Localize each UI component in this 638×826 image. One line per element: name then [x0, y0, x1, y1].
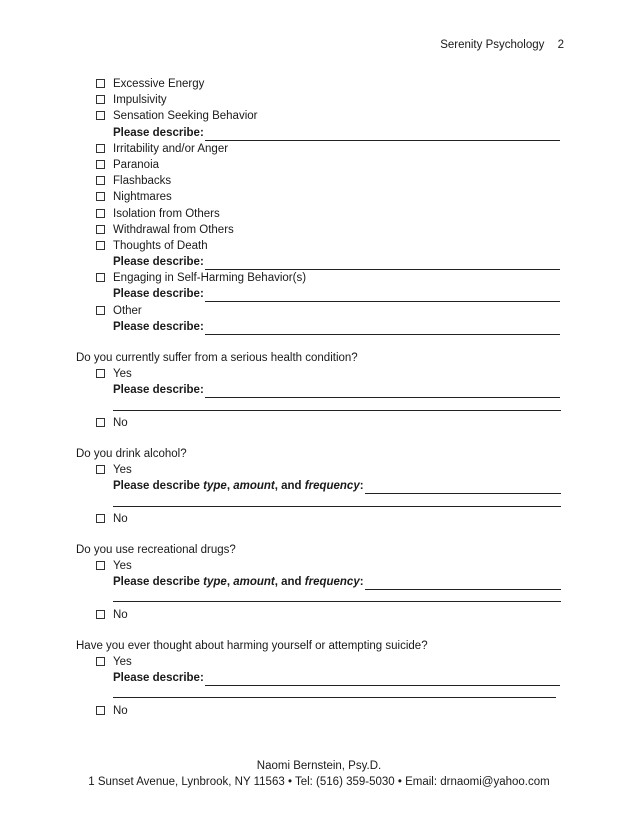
describe-continuation — [0, 495, 638, 511]
checkbox[interactable] — [96, 95, 105, 104]
question-text: Do you drink alcohol? — [76, 447, 187, 460]
option-yes — [0, 462, 638, 478]
describe-line[interactable] — [113, 506, 561, 507]
checkbox[interactable] — [96, 111, 105, 120]
checkbox[interactable] — [96, 176, 105, 185]
option-no — [0, 703, 638, 719]
checkbox[interactable] — [96, 418, 105, 427]
symptom-item — [0, 270, 638, 286]
symptom-label: Isolation from Others — [113, 207, 220, 220]
symptom-item — [0, 303, 638, 319]
option-yes — [0, 366, 638, 382]
symptom-label: Thoughts of Death — [113, 239, 208, 252]
question-self-harm — [0, 638, 638, 654]
describe-row — [0, 382, 638, 398]
page-number: 2 — [557, 39, 564, 51]
question-text: Have you ever thought about harming yourself or attempting suicide? — [76, 639, 428, 652]
checkbox[interactable] — [96, 306, 105, 315]
symptom-item — [0, 157, 638, 173]
option-label: Yes — [113, 656, 132, 668]
option-label: Yes — [113, 368, 132, 381]
footer-address: 1 Sunset Avenue, Lynbrook, NY 11563 • Tel: (516) 359-5030 • Email: drnaomi@yahoo.com — [88, 776, 550, 788]
describe-continuation — [0, 590, 638, 606]
checkbox[interactable] — [96, 79, 105, 88]
question-health — [0, 350, 638, 366]
option-yes — [0, 558, 638, 574]
question-alcohol — [0, 446, 638, 462]
symptom-item — [0, 92, 638, 108]
page-header — [440, 39, 564, 51]
describe-label: Please describe: — [113, 288, 204, 301]
symptom-label: Other — [113, 304, 142, 317]
option-no — [0, 607, 638, 623]
describe-line[interactable] — [113, 601, 561, 602]
footer-name: Naomi Bernstein, Psy.D. — [256, 760, 382, 772]
describe-row — [0, 319, 638, 335]
symptom-item — [0, 222, 638, 238]
describe-continuation — [0, 399, 638, 415]
describe-field[interactable] — [365, 481, 561, 494]
describe-field[interactable] — [205, 322, 560, 335]
checkbox[interactable] — [96, 514, 105, 523]
option-label: No — [113, 608, 128, 621]
checkbox[interactable] — [96, 657, 105, 666]
checkbox[interactable] — [96, 369, 105, 378]
describe-row — [0, 478, 638, 494]
checkbox[interactable] — [96, 706, 105, 715]
option-label: No — [113, 512, 128, 525]
describe-label: Please describe: — [113, 256, 204, 269]
checkbox[interactable] — [96, 610, 105, 619]
option-label: No — [113, 416, 128, 429]
describe-label: Please describe type, amount, and frequency: — [113, 480, 364, 493]
checkbox[interactable] — [96, 465, 105, 474]
option-label: No — [113, 704, 128, 717]
option-label: Yes — [113, 464, 132, 477]
describe-row — [0, 286, 638, 302]
symptom-label: Excessive Energy — [113, 78, 205, 90]
practice-name: Serenity Psychology — [440, 39, 545, 51]
checkbox[interactable] — [96, 241, 105, 250]
describe-label: Please describe: — [113, 320, 204, 333]
option-no — [0, 511, 638, 527]
symptom-item — [0, 189, 638, 205]
symptom-label: Irritability and/or Anger — [113, 142, 229, 155]
checkbox[interactable] — [96, 144, 105, 153]
describe-field[interactable] — [365, 577, 561, 590]
checkbox[interactable] — [96, 273, 105, 282]
symptom-label: Flashbacks — [113, 175, 172, 188]
symptom-label: Paranoia — [113, 158, 160, 171]
checkbox[interactable] — [96, 192, 105, 201]
option-no — [0, 415, 638, 431]
symptom-item — [0, 76, 638, 92]
describe-field[interactable] — [205, 385, 560, 398]
describe-continuation — [0, 686, 638, 702]
symptom-label: Impulsivity — [113, 94, 167, 107]
describe-line[interactable] — [113, 697, 556, 698]
describe-field[interactable] — [205, 128, 560, 141]
symptom-item — [0, 173, 638, 189]
option-label: Yes — [113, 560, 132, 573]
checkbox[interactable] — [96, 209, 105, 218]
describe-field[interactable] — [205, 289, 560, 302]
option-yes — [0, 654, 638, 670]
describe-row — [0, 574, 638, 590]
describe-label: Please describe type, amount, and frequency: — [113, 576, 364, 589]
symptom-item — [0, 238, 638, 254]
describe-field[interactable] — [205, 257, 560, 270]
describe-field[interactable] — [205, 673, 560, 686]
symptom-item — [0, 108, 638, 124]
checkbox[interactable] — [96, 225, 105, 234]
form-body — [0, 76, 638, 719]
describe-row — [0, 125, 638, 141]
symptom-item — [0, 141, 638, 157]
symptom-item — [0, 206, 638, 222]
question-text: Do you use recreational drugs? — [76, 543, 236, 556]
checkbox[interactable] — [96, 561, 105, 570]
checkbox[interactable] — [96, 160, 105, 169]
describe-label: Please describe: — [113, 126, 204, 139]
question-text: Do you currently suffer from a serious health condition? — [76, 352, 358, 364]
question-drugs — [0, 542, 638, 558]
describe-row — [0, 670, 638, 686]
symptom-label: Engaging in Self-Harming Behavior(s) — [113, 272, 307, 285]
describe-label: Please describe: — [113, 384, 204, 397]
symptom-label: Withdrawal from Others — [113, 223, 234, 236]
describe-label: Please describe: — [113, 672, 204, 685]
symptom-label: Nightmares — [113, 191, 172, 204]
symptom-label: Sensation Seeking Behavior — [113, 110, 258, 123]
describe-line[interactable] — [113, 410, 561, 411]
describe-row — [0, 254, 638, 270]
